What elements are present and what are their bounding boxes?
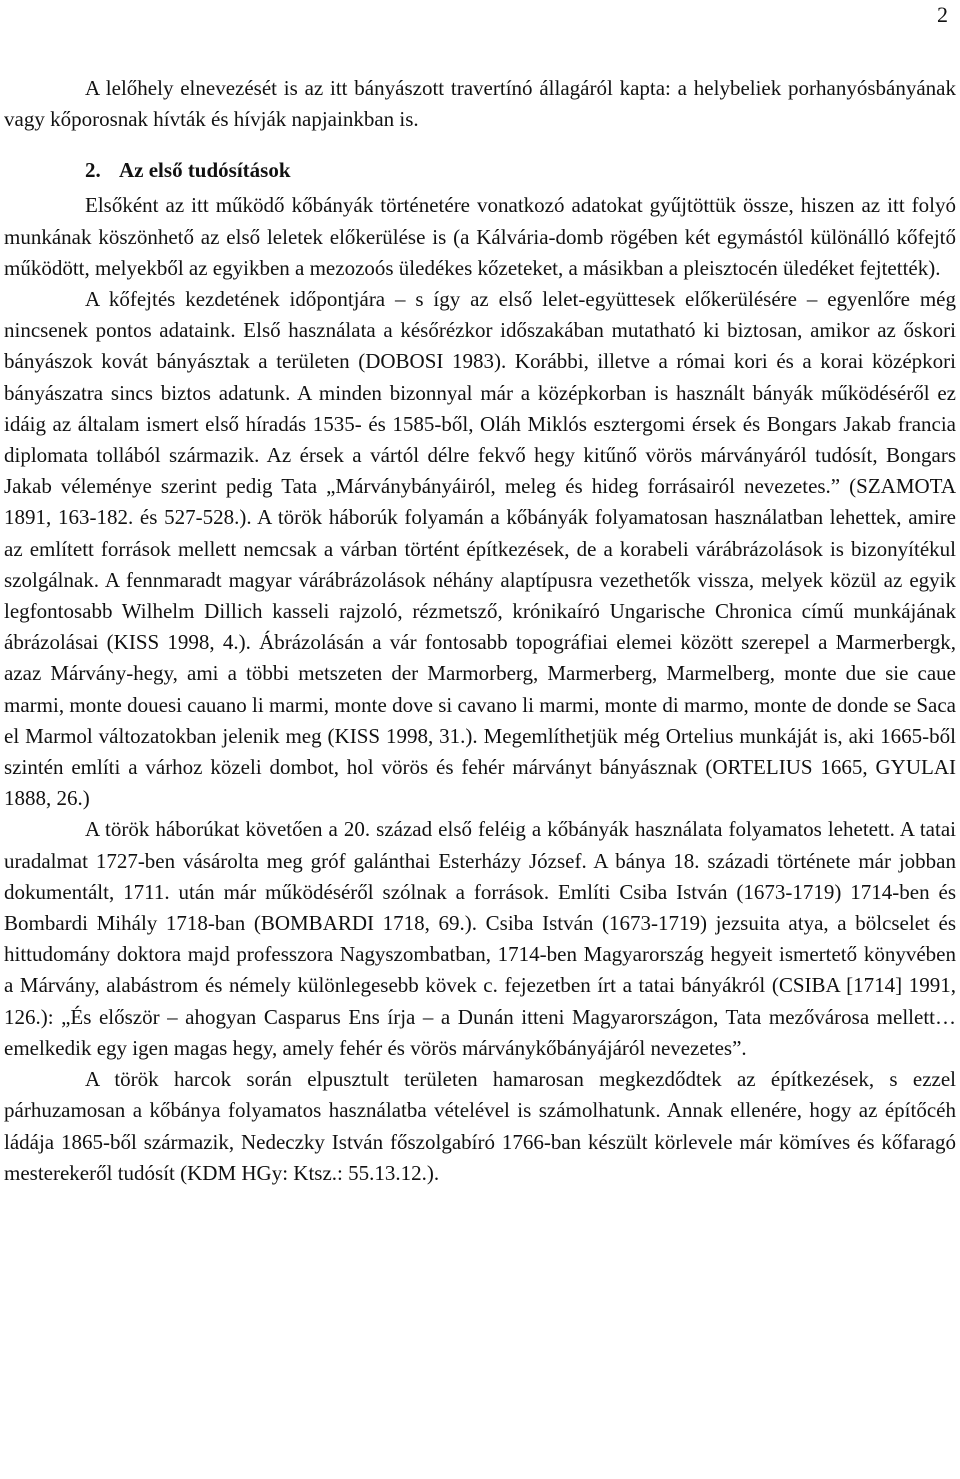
- body-paragraph: Elsőként az itt működő kőbányák történetére vonatkozó adatokat gyűjtöttük össze, hiszen az itt folyó munkának köszönhető az első leletek előkerülése is (a Kálvária-domb rögében két egymástól különálló kőfejtő működött, melyekből az egyikben a mezozoós üledékes kőzeteket, a másikban a pleisztocén üledéket fejtették).: [4, 193, 956, 280]
- body-paragraph: A török harcok során elpusztult területen hamarosan megkezdődtek az építkezések, s ezzel párhuzamosan a kőbánya folyamatos használatba vételével is számolhatunk. Annak ellenére, hogy az építőcéh ládája 1865-ből származik, Nedeczky István főszolgabíró 1766-ban készült körlevele már kömíves és kőfaragó mesterekeről tudósít (KDM HGy: Ktsz.: 55.13.12.).: [4, 1067, 956, 1185]
- section-title: Az első tudósítások: [119, 158, 291, 183]
- page-number: 2: [937, 2, 948, 27]
- section-number: 2.: [85, 158, 101, 183]
- body-paragraph: A török háborúkat követően a 20. század első feléig a kőbányák használata folyamatos lehetett. A tatai uradalmat 1727-ben vásárolta meg gróf galánthai Esterházy József. A bánya 18. századi története már jobban dokumentált, 1711. után már működéséről szólnak a források. Említi Csiba István (1673-1719) 1714-ben és Bombardi Mihály 1718-ban (BOMBARDI 1718, 69.). Csiba István (1673-1719) jezsuita atya, a bölcselet és hittudomány doktora majd professzora Nagyszombatban, 1714-ben Magyarország hegyeit ismertető könyvében a Márvány, alabástrom és némely különlegesebb kövek c. fejezetben írt a tatai bányákról (CSIBA [1714] 1991, 126.): „És először – ahogyan Casparus Ens írja – a Dunán itteni Magyarországon, Tata mezővárosa mellett… emelkedik egy igen magas hegy, amely fehér és vörös márványkőbányájáról nevezetes”.: [4, 817, 956, 1060]
- intro-paragraph: A lelőhely elnevezését is az itt bányászott travertínó állagáról kapta: a helybeliek porhanyósbányának vagy kőporosnak hívták és hívják napjainkban is.: [4, 76, 956, 132]
- section-heading: [4, 155, 956, 186]
- body-paragraph: A kőfejtés kezdetének időpontjára – s így az első lelet-együttesek előkerülésére – egyenlőre még nincsenek pontos adataink. Első használata a későrézkor időszakában mutatható ki biztosan, amikor az őskori bányászok kovát bányásztak a területen (DOBOSI 1983). Korábbi, illetve a római kori és a korai középkori bányászatra sincs biztos adatunk. A minden bizonnyal már a középkorban is használt bányák működéséről ez idáig az általam ismert első híradás 1535- és 1585-ből, Oláh Miklós esztergomi érsek és Bongars Jakab francia diplomata tollából származik. Az érsek a vártól délre fekvő hegy kitűnő vörös márványáról tudósít, Bongars Jakab véleménye szerint pedig Tata „Márványbányáiról, meleg és hideg forrásairól nevezetes.” (SZAMOTA 1891, 163-182. és 527-528.). A török háborúk folyamán a kőbányák folyamatosan használatban lehettek, amire az említett források mellett nemcsak a várban történt építkezések, de a korabeli várábrázolások is bizonyítékul szolgálnak. A fennmaradt magyar várábrázolások néhány alaptípusra vezethetők vissza, melyek közül az egyik legfontosabb Wilhelm Dillich kasseli rajzoló, rézmetsző, krónikaíró Ungarische Chronica című munkájának ábrázolásai (KISS 1998, 4.). Ábrázolásán a vár fontosabb topográfiai elemei között szerepel a Marmerbergk, azaz Márvány-hegy, ami a többi metszeten der Marmorberg, Marmerberg, Marmelberg, monte due sie caue marmi, monte douesi cauano li marmi, monte dove si cavano li marmi, monte di marmo, monte de donde se Saca el Marmol változatokban jelenik meg (KISS 1998, 31.). Megemlíthetjük még Ortelius munkáját is, aki 1665-ből szintén említi a várhoz közeli dombot, hol vörös és fehér márványt bányásznak (ORTELIUS 1665, GYULAI 1888, 26.): [4, 287, 956, 811]
- document-body: [4, 73, 956, 1189]
